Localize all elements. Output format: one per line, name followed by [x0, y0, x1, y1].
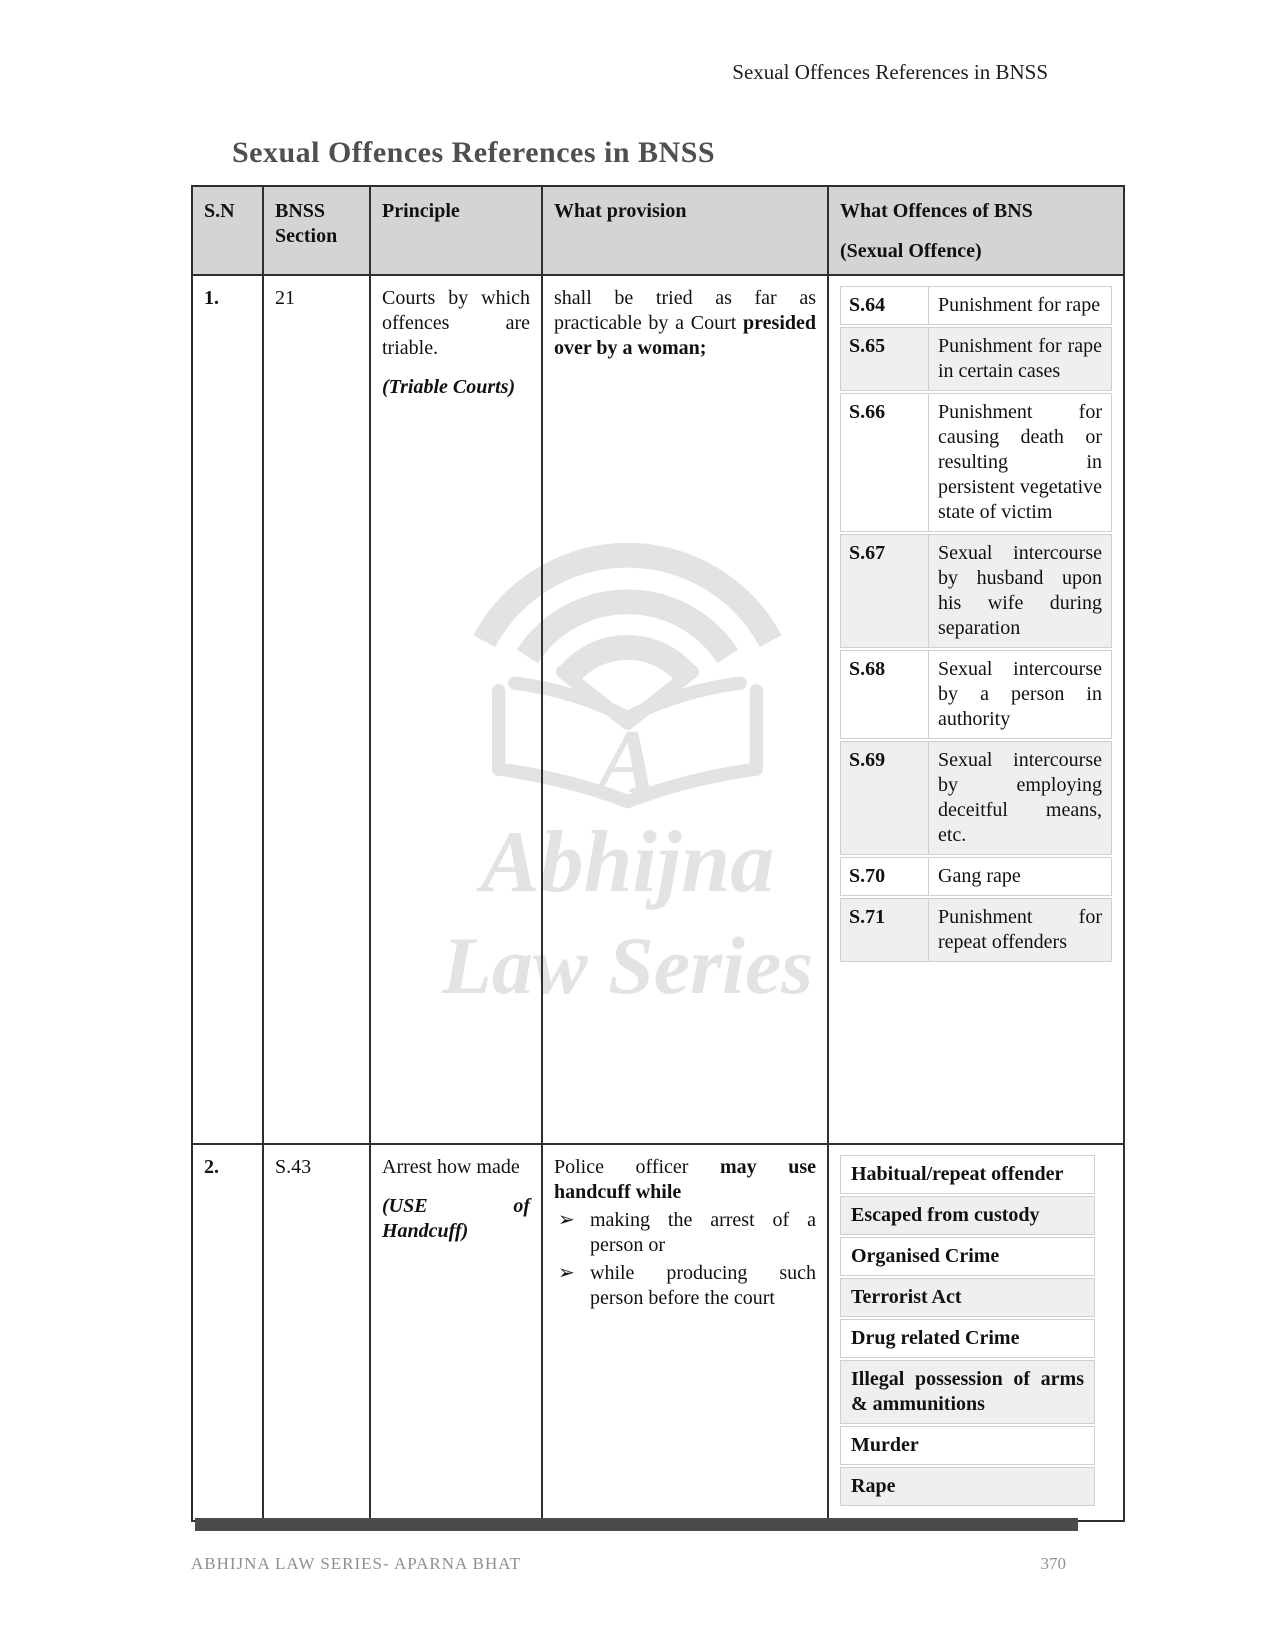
offence-code: S.69	[841, 742, 929, 854]
offence-category-list	[840, 1155, 1095, 1506]
offence-row	[840, 534, 1112, 648]
provision-text	[554, 286, 816, 361]
offence-code: S.71	[841, 899, 929, 961]
column-header-principle: Principle	[370, 186, 542, 275]
offence-description: Punishment for causing death or resulting in persistent vegetative state of victim	[938, 401, 1102, 523]
column-header-offences	[828, 186, 1124, 275]
serial-number: 2.	[192, 1144, 263, 1521]
column-header-offences-line2: (Sexual Offence)	[840, 240, 982, 262]
offence-row	[840, 898, 1112, 962]
table-header-row	[192, 186, 1124, 275]
column-header-bnss-section: BNSS Section	[263, 186, 370, 275]
column-header-provision: What provision	[542, 186, 828, 275]
principle-text: Arrest how made	[382, 1156, 520, 1178]
principle-cell	[370, 1144, 542, 1521]
offence-category: Organised Crime	[840, 1237, 1095, 1276]
running-header: Sexual Offences References in BNSS	[732, 60, 1048, 84]
principle-text: Courts by which offences are triable.	[382, 287, 530, 359]
offence-row	[840, 741, 1112, 855]
offences-reference-table	[191, 185, 1125, 1522]
offence-description: Punishment for rape	[938, 294, 1101, 316]
table-row	[192, 1144, 1124, 1521]
provision-bullet	[554, 1261, 816, 1311]
page-title: Sexual Offences References in BNSS	[232, 136, 716, 169]
principle-note: (Triable Courts)	[382, 376, 516, 398]
provision-text	[554, 1155, 816, 1205]
offence-description: Sexual intercourse by a person in authority	[938, 658, 1102, 730]
offence-category: Habitual/repeat offender	[840, 1155, 1095, 1194]
logo-monogram: A	[596, 710, 659, 812]
arrow-bullet-icon: ➢	[558, 1209, 575, 1231]
watermark-text-line1: Abhijna	[480, 814, 775, 911]
provision-bullet	[554, 1208, 816, 1258]
serial-number: 1.	[192, 275, 263, 1144]
provision-normal: shall be tried as far as practicable by a Court	[554, 287, 816, 334]
provision-bold: may use handcuff while	[554, 1156, 817, 1203]
offence-description: Gang rape	[938, 865, 1021, 887]
table-row	[192, 275, 1124, 1144]
offence-category: Murder	[840, 1426, 1095, 1465]
column-header-sn: S.N	[192, 186, 263, 275]
offence-category: Drug related Crime	[840, 1319, 1095, 1358]
offence-code: S.66	[841, 394, 929, 531]
offence-row	[840, 857, 1112, 896]
watermark-text-line2: Law Series	[441, 920, 814, 1011]
offence-description: Sexual intercourse by employing deceitful means, etc.	[938, 749, 1102, 846]
offences-cell	[828, 275, 1124, 1144]
offence-code: S.70	[841, 858, 929, 895]
offence-code: S.65	[841, 328, 929, 390]
bnss-section: 21	[263, 275, 370, 1144]
provision-cell	[542, 275, 828, 1144]
offence-row	[840, 393, 1112, 532]
offence-row	[840, 650, 1112, 739]
footer-divider-bar	[195, 1518, 1078, 1531]
provision-bold: presided over by a woman;	[554, 312, 816, 359]
principle-cell	[370, 275, 542, 1144]
provision-bullet-text: while producing such person before the court	[590, 1262, 816, 1309]
provision-bullet-text: making the arrest of a person or	[590, 1209, 816, 1256]
principle-note: (USE of Handcuff)	[382, 1195, 530, 1242]
offence-description: Punishment for repeat offenders	[938, 906, 1102, 953]
offence-categories-cell	[828, 1144, 1124, 1521]
offence-row	[840, 327, 1112, 391]
offence-row	[840, 286, 1112, 325]
arrow-bullet-icon: ➢	[558, 1262, 575, 1284]
bnss-section: S.43	[263, 1144, 370, 1521]
offence-description: Punishment for rape in certain cases	[938, 335, 1102, 382]
offence-code: S.64	[841, 287, 929, 324]
column-header-offences-line1: What Offences of BNS	[840, 200, 1033, 222]
offence-category: Illegal possession of arms & ammunitions	[840, 1360, 1095, 1424]
offence-category: Escaped from custody	[840, 1196, 1095, 1235]
footer-series-credit: ABHIJNA LAW SERIES- APARNA BHAT	[191, 1554, 522, 1573]
offence-description: Sexual intercourse by husband upon his wife during separation	[938, 542, 1102, 639]
provision-cell	[542, 1144, 828, 1521]
offence-category: Rape	[840, 1467, 1095, 1506]
offence-category: Terrorist Act	[840, 1278, 1095, 1317]
offence-code: S.68	[841, 651, 929, 738]
offence-code: S.67	[841, 535, 929, 647]
provision-normal: Police officer	[554, 1156, 721, 1178]
footer-page-number: 370	[1040, 1554, 1066, 1573]
